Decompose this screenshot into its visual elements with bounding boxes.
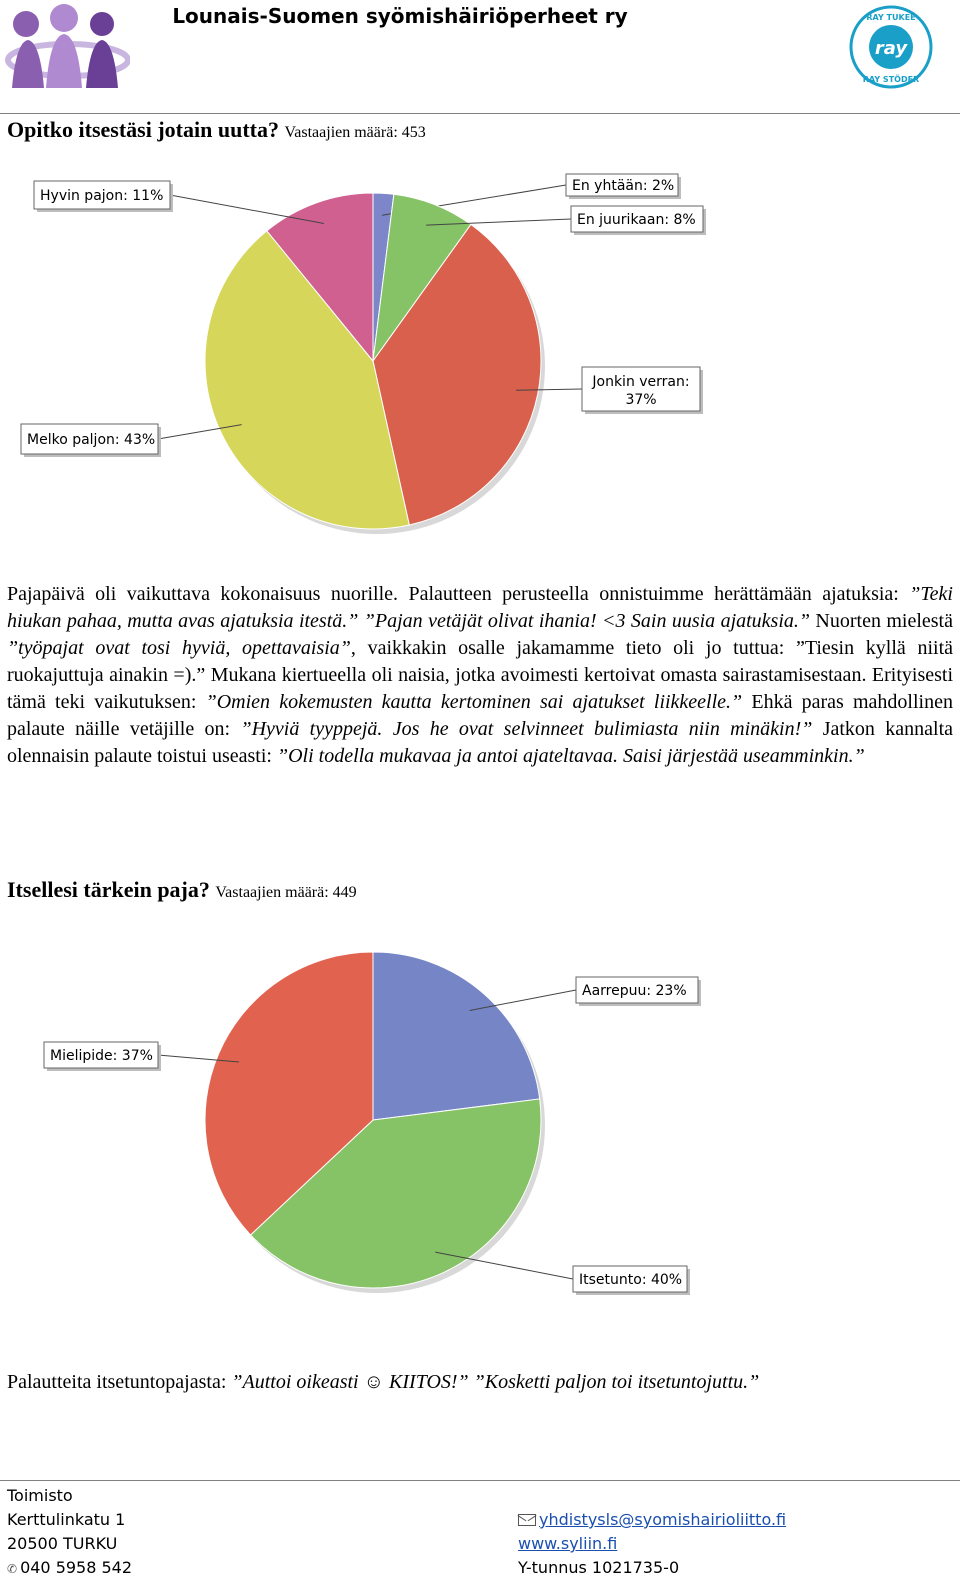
footer-address <box>7 1484 132 1581</box>
slice-label-text: Aarrepuu: 23% <box>582 983 687 999</box>
phone-number: 040 5958 542 <box>20 1558 133 1577</box>
quote-text: ”työpajat ovat tosi hyviä, opettavaisia” <box>7 637 351 659</box>
pie-chart-1-svg <box>0 165 960 555</box>
slice-label-text: Hyvin pajon: 11% <box>40 188 164 204</box>
organization-name: Lounais-Suomen syömishäiriöperheet ry <box>172 4 628 28</box>
slice-label <box>573 1266 690 1295</box>
pie-slice <box>373 952 540 1120</box>
pie-chart-2-svg <box>0 935 960 1325</box>
quote-text: ”Teki hiukan pahaa, mutta avas ajatuksia itestä.” ”Pajan vetäjät olivat ihania! <3 Sain uusia ajatuksia.” <box>7 583 953 632</box>
slice-label <box>571 206 706 235</box>
slice-label <box>34 181 173 212</box>
slice-label-value: 37% <box>625 392 657 408</box>
paragraph-text: Mukana kiertueella oli naisia, jotka avoimesti kertoivat omasta sairastamisestaan. Erityisesti tämä teki vaikutuksen: <box>7 664 954 713</box>
slice-label-text: Melko paljon: 43% <box>27 432 156 448</box>
email-link[interactable]: yhdistysls@syomishairioliitto.fi <box>539 1510 787 1529</box>
quote-text: ”Omien kokemusten kautta kertominen sai ajatukset liikkeelle.” <box>205 691 743 713</box>
respondent-count: Vastaajien määrä: 449 <box>215 884 357 901</box>
respondent-count: Vastaajien määrä: 453 <box>284 124 426 141</box>
slice-label-text: Itsetunto: 40% <box>579 1272 683 1288</box>
paragraph-text: Jatkon kannalta olennaisin palaute toistui useasti: <box>7 718 954 767</box>
email-row <box>518 1508 786 1532</box>
ray-logo-icon <box>848 4 934 90</box>
footer-divider <box>0 1480 960 1481</box>
ray-badge <box>848 4 934 90</box>
phone-icon: ✆ <box>7 1562 18 1576</box>
header-divider <box>0 113 960 114</box>
slice-label-text: En juurikaan: 8% <box>577 212 696 228</box>
paragraph-text: Ehkä paras mahdollinen palaute näille vetäjille on: <box>7 691 953 740</box>
paragraph-text: Nuorten mielestä <box>810 610 953 632</box>
quote-text: ”Auttoi oikeasti ☺ KIITOS!” ”Kosketti paljon toi itsetuntojuttu.” <box>231 1371 760 1393</box>
quote-text: ”Oli todella mukavaa ja antoi ajateltavaa. Saisi järjestää useamminkin.” <box>276 745 865 767</box>
paragraph-text: Pajapäivä oli vaikuttava kokonaisuus nuorille. Palautteen perusteella onnistuimme herättämään ajatuksia: <box>7 583 910 605</box>
office-label: Toimisto <box>7 1486 73 1505</box>
pie-chart-1 <box>0 165 960 555</box>
street-address: Kerttulinkatu 1 <box>7 1510 126 1529</box>
question-heading-2 <box>7 877 357 903</box>
slice-label <box>576 977 701 1006</box>
slice-label <box>21 424 161 457</box>
pie-chart-2 <box>0 935 960 1325</box>
feedback-paragraph-1 <box>7 581 953 770</box>
slice-label-text: Jonkin verran: <box>592 374 690 390</box>
slice-label-text: En yhtään: 2% <box>572 178 675 194</box>
ray-bottom-text: RAY STÖDER <box>862 75 920 84</box>
paragraph-text: , vaikkakin osalle jakamamme tieto oli jo tuttua: <box>350 637 796 659</box>
business-id: Y-tunnus 1021735-0 <box>518 1558 680 1577</box>
slice-label <box>44 1042 161 1071</box>
paragraph-text: Palautteita itsetuntopajasta: <box>7 1371 232 1393</box>
phone-row <box>7 1556 132 1581</box>
ray-top-text: RAY TUKEE <box>866 13 916 22</box>
question-text: Itsellesi tärkein paja? <box>7 877 210 902</box>
city: 20500 TURKU <box>7 1534 118 1553</box>
paragraph-text: ”Tiesin kyllä niitä ruokajuttuja ainakin =).” <box>7 637 953 686</box>
question-text: Opitko itsestäsi jotain uutta? <box>7 117 279 142</box>
ray-center-text: ray <box>874 38 908 59</box>
slice-label-text: Mielipide: 37% <box>50 1048 153 1064</box>
slice-label <box>582 367 703 414</box>
slice-label <box>566 174 681 199</box>
mail-icon <box>518 1514 536 1526</box>
question-heading-1 <box>7 117 426 143</box>
quote-text: ”Hyviä tyyppejä. Jos he ovat selvinneet bulimiasta niin minäkin!” <box>240 718 813 740</box>
website-link[interactable]: www.syliin.fi <box>518 1534 618 1553</box>
footer-contact <box>518 1508 786 1580</box>
feedback-paragraph-2 <box>7 1369 953 1396</box>
